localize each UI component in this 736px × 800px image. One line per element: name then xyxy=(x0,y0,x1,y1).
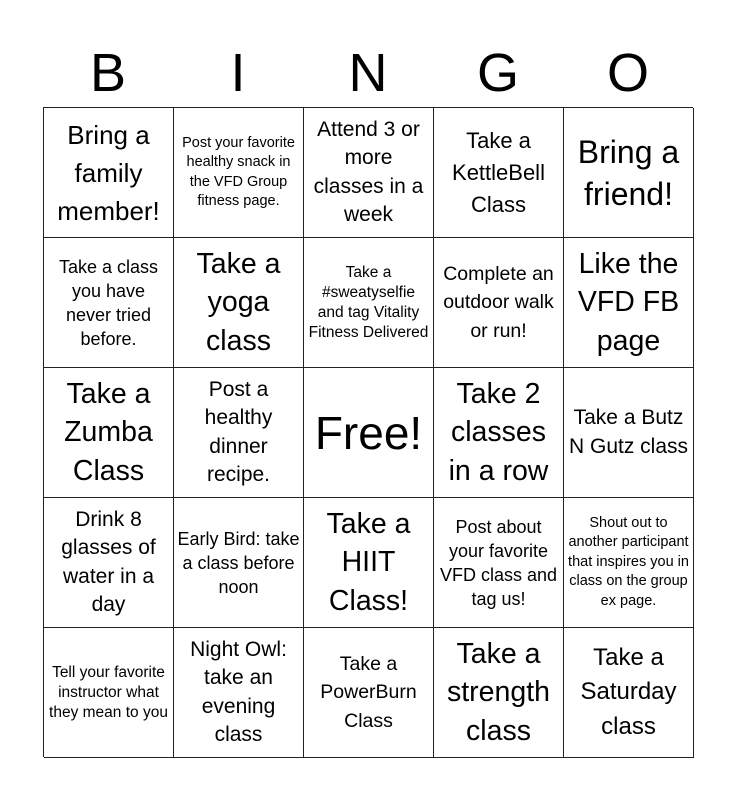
bingo-card-grid xyxy=(43,107,693,757)
bingo-cell[interactable] xyxy=(44,108,174,238)
bingo-cell[interactable] xyxy=(434,238,564,368)
bingo-cell[interactable] xyxy=(44,238,174,368)
bingo-cell[interactable] xyxy=(434,368,564,498)
bingo-cell-text: Take a Zumba Class xyxy=(64,377,153,487)
bingo-header xyxy=(43,40,693,106)
bingo-cell[interactable] xyxy=(174,238,304,368)
bingo-cell-text: Take a HIIT Class! xyxy=(326,507,411,617)
bingo-cell-text: Take 2 classes in a row xyxy=(448,377,549,487)
bingo-cell[interactable] xyxy=(564,108,694,238)
bingo-cell[interactable] xyxy=(434,108,564,238)
bingo-cell[interactable] xyxy=(564,238,694,368)
bingo-cell[interactable] xyxy=(44,628,174,758)
free-space-text: Free! xyxy=(314,406,423,459)
free-space-cell[interactable] xyxy=(304,368,434,498)
header-letter-i: I xyxy=(230,43,246,103)
bingo-cell[interactable] xyxy=(304,238,434,368)
header-letter-n: N xyxy=(348,43,388,103)
bingo-cell-text: Take a strength class xyxy=(447,637,550,747)
bingo-cell-text: Post about your favorite VFD class and tag us! xyxy=(439,516,558,609)
header-letter-o: O xyxy=(606,43,649,103)
bingo-cell[interactable] xyxy=(304,628,434,758)
bingo-cell[interactable] xyxy=(434,498,564,628)
bingo-cell-text: Attend 3 or more classes in a week xyxy=(313,117,424,226)
bingo-cell-text: Drink 8 glasses of water in a day xyxy=(61,507,156,616)
bingo-cell-text: Post your favorite healthy snack in the VFD Group fitness page. xyxy=(182,134,295,209)
bingo-cell[interactable] xyxy=(174,108,304,238)
bingo-cell[interactable] xyxy=(174,628,304,758)
bingo-cell[interactable] xyxy=(564,498,694,628)
header-letter-g: G xyxy=(476,43,519,103)
bingo-cell[interactable] xyxy=(44,498,174,628)
bingo-cell[interactable] xyxy=(304,108,434,238)
header-letter-b: B xyxy=(89,43,127,103)
bingo-cell-text: Like the VFD FB page xyxy=(577,247,680,357)
bingo-cell-text: Early Bird: take a class before noon xyxy=(177,528,300,597)
bingo-cell-text: Take a #sweatyselfie and tag Vitality Fitness Delivered xyxy=(308,263,429,341)
bingo-cell-text: Bring a friend! xyxy=(577,133,680,212)
bingo-cell[interactable] xyxy=(564,368,694,498)
bingo-cell-text: Take a class you have never tried before. xyxy=(58,256,159,349)
bingo-cell-text: Complete an outdoor walk or run! xyxy=(443,262,554,342)
bingo-cell[interactable] xyxy=(174,498,304,628)
bingo-cell-text: Take a PowerBurn Class xyxy=(320,652,417,732)
bingo-cell[interactable] xyxy=(564,628,694,758)
bingo-cell[interactable] xyxy=(304,498,434,628)
bingo-cell-text: Night Owl: take an evening class xyxy=(190,637,287,746)
bingo-cell[interactable] xyxy=(174,368,304,498)
bingo-cell[interactable] xyxy=(434,628,564,758)
bingo-cell-text: Take a yoga class xyxy=(196,247,281,357)
bingo-cell[interactable] xyxy=(44,368,174,498)
bingo-cell-text: Tell your favorite instructor what they mean to you xyxy=(49,663,168,721)
bingo-cell-text: Take a Butz N Gutz class xyxy=(568,406,689,458)
bingo-cell-text: Shout out to another participant that inspires you in class on the group ex page. xyxy=(568,514,689,609)
bingo-cell-text: Take a Saturday class xyxy=(580,643,677,740)
bingo-cell-text: Take a KettleBell Class xyxy=(452,127,545,217)
bingo-cell-text: Post a healthy dinner recipe. xyxy=(204,377,273,486)
bingo-cell-text: Bring a family member! xyxy=(57,119,160,226)
